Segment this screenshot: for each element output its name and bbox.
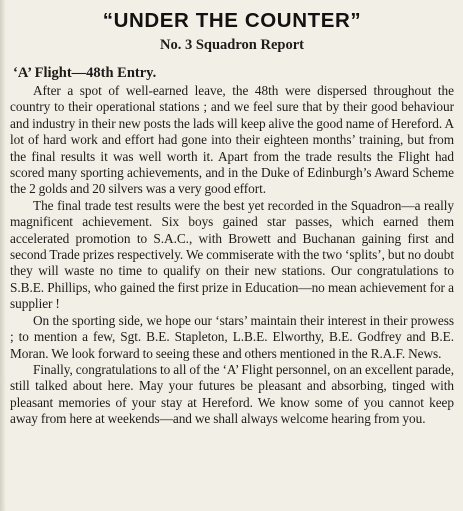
- paragraph-leave: After a spot of well-earned leave, the 48th were dispersed throughout the country to their operational stations ; and we feel sure that by their good behaviour and industry in their new posts the lads will keep alive the good name of Hereford. A lot of hard work and effort had gone into their eighteen months’ training, but from the final results it was well worth it. Apart from the trade results the Flight had scored many sporting achievements, and in the Duke of Edinburgh’s Award Scheme the 2 golds and 20 silvers was a very good effort.: [10, 83, 454, 197]
- paragraph-finally: Finally, congratulations to all of the ‘A’ Flight personnel, on an excellent parade, still talked about here. May your futures be pleasant and absorbing, tinged with pleasant memories of your stay at Hereford. We know some of you cannot keep away from here at weekends—and we shall always welcome hearing from you.: [10, 361, 454, 427]
- paragraph-sporting: On the sporting side, we hope our ‘stars’ maintain their interest in their prowess ; to mention a few, Sgt. B.E. Stapleton, L.B.E. Elworthy, B.E. Godfrey and B.E. Moran. We look forward to seeing these and others mentioned in the R.A.F. News.: [10, 312, 454, 361]
- article-title: “UNDER THE COUNTER”: [102, 9, 362, 32]
- article-body: [10, 83, 454, 428]
- paragraph-trade-results: The final trade test results were the best yet recorded in the Squadron—a really magnificent achievement. Six boys gained star passes, which earned them accelerated promotion to S.A.C., with Browett and Buchanan gaining first and second Trade prizes respectively. We commiserate with the two ‘splits’, but no doubt they will waste no time to qualify on their new stations. Our congratulations to S.B.E. Phillips, who gained the first prize in Education—no mean achievement for a supplier !: [10, 197, 454, 312]
- section-heading: ‘A’ Flight—48th Entry.: [13, 65, 157, 81]
- article-subtitle: No. 3 Squadron Report: [160, 37, 304, 53]
